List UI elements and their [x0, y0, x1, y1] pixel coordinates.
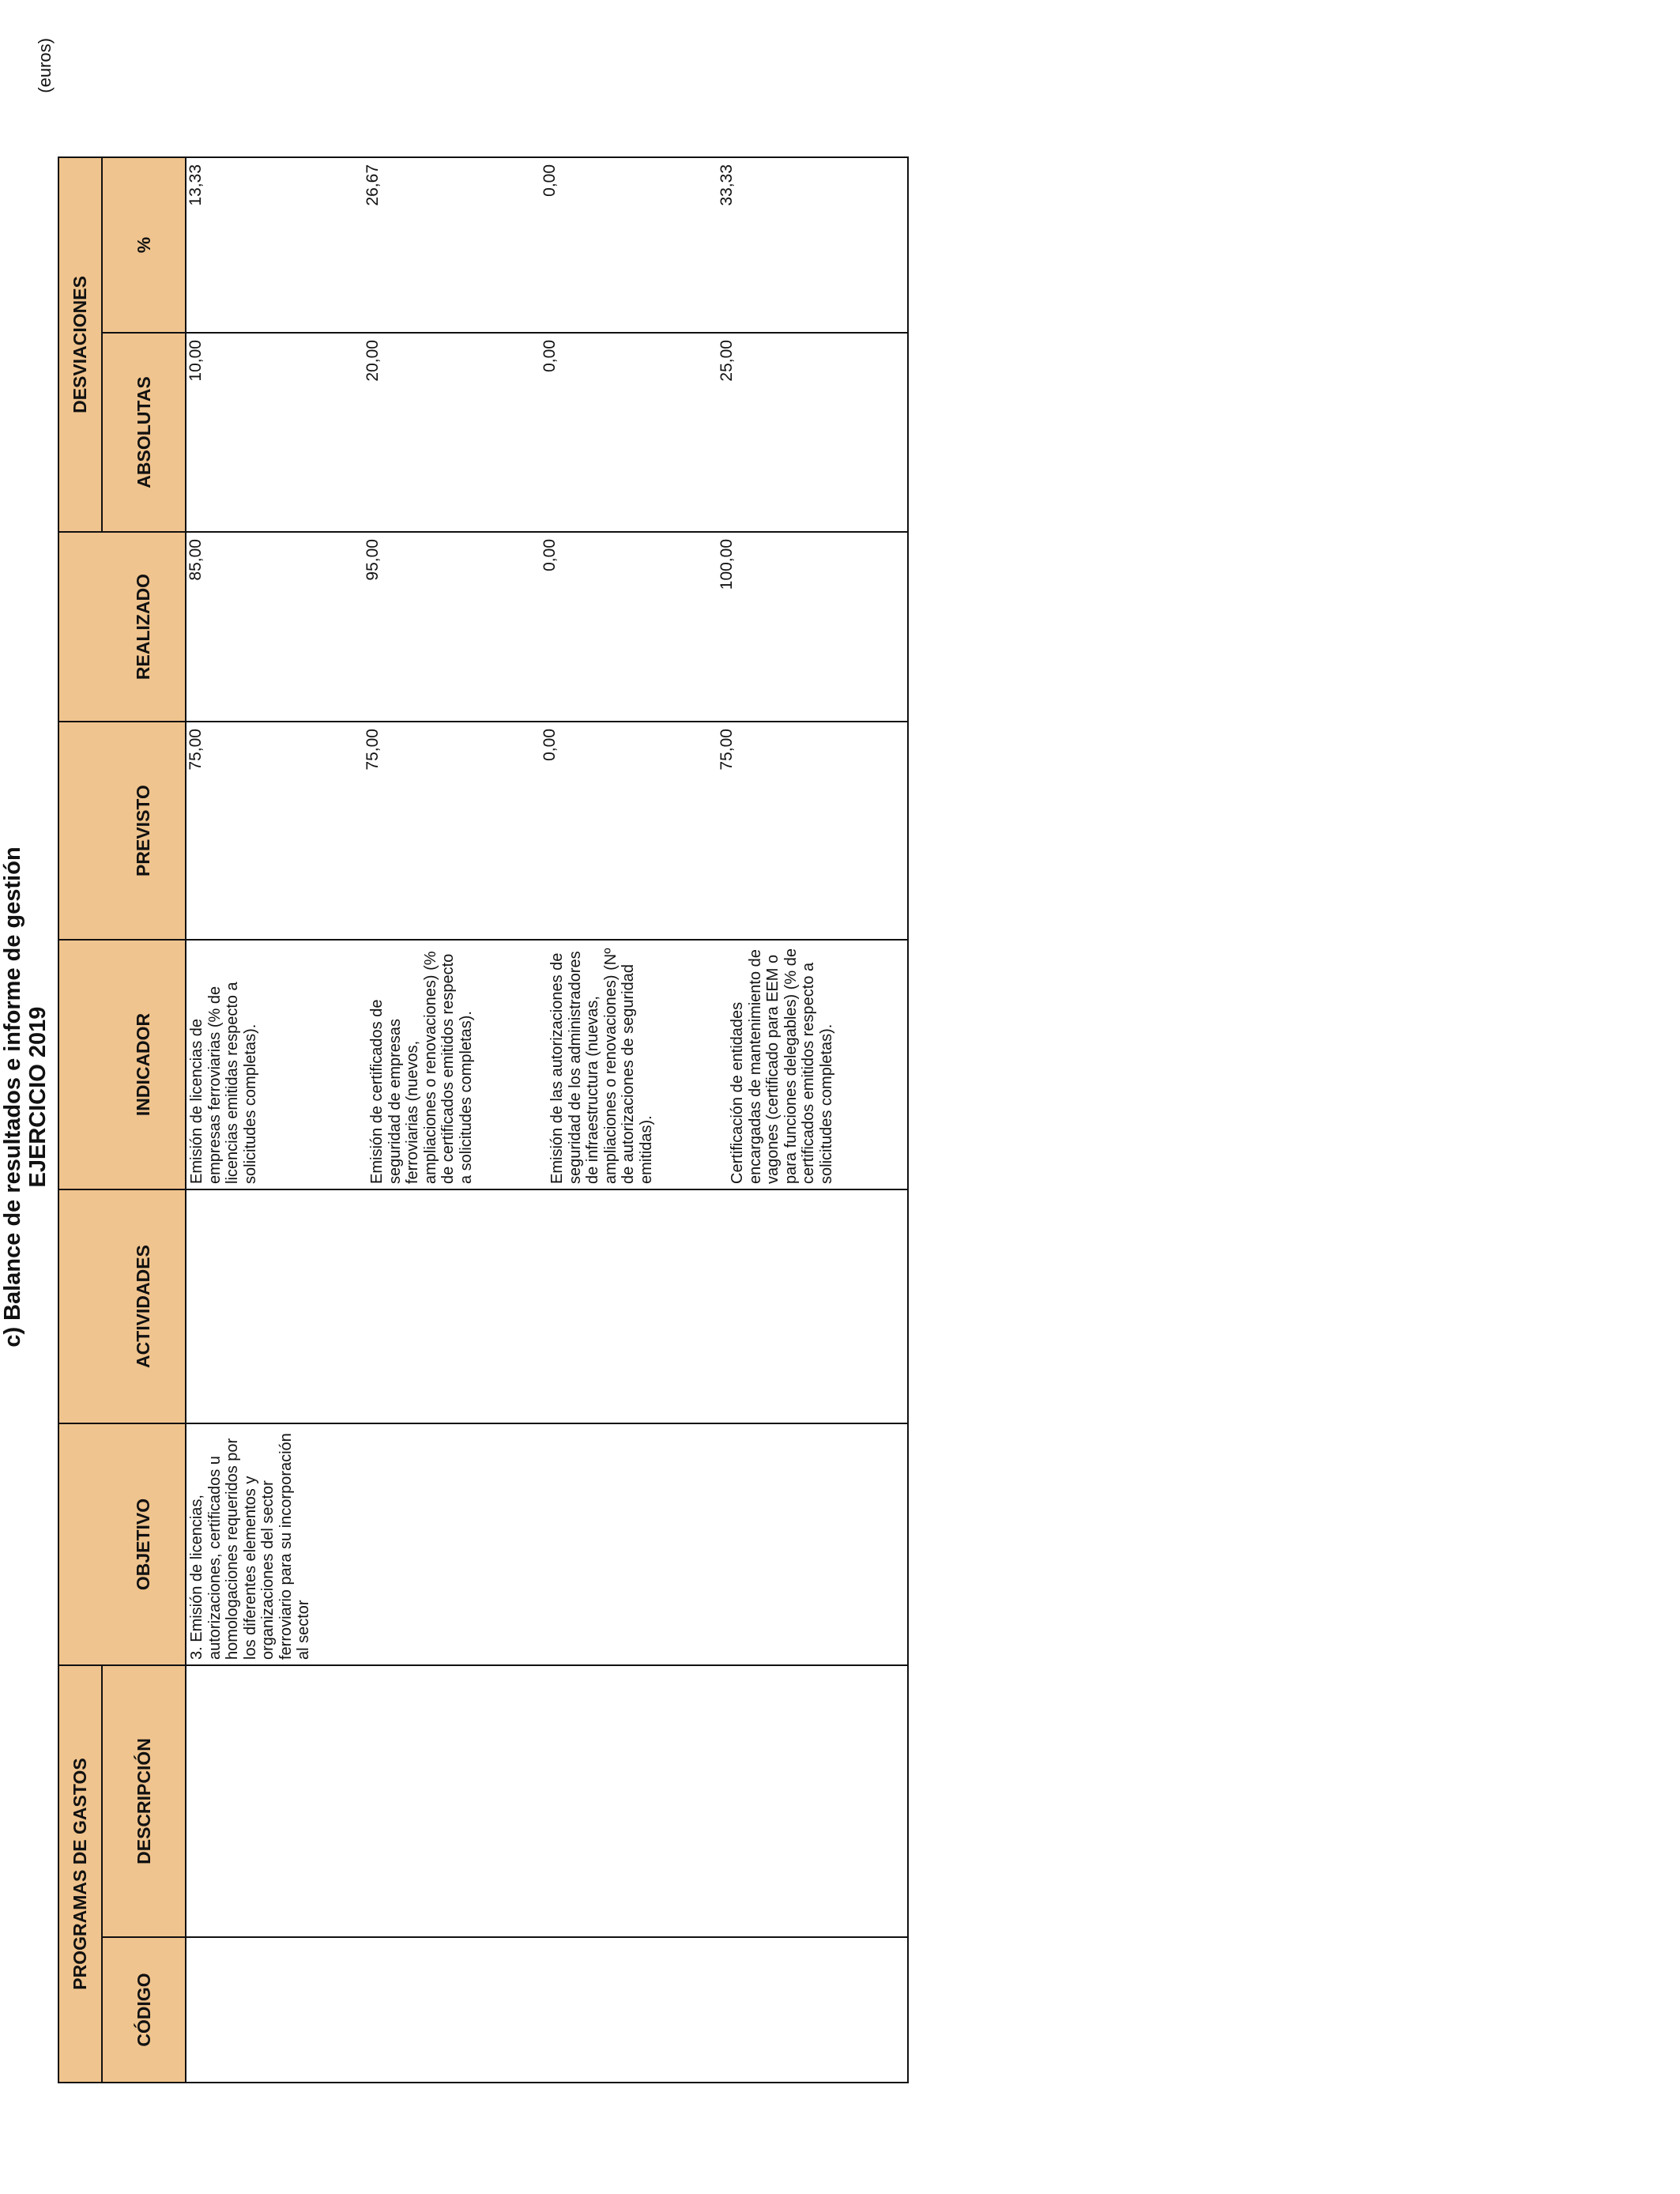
table-row [186, 157, 908, 2083]
previsto-value-4: 75,00 [718, 729, 736, 771]
group-header-blank-realizado [58, 532, 102, 722]
realizado-value-3: 0,00 [541, 539, 559, 571]
col-header-previsto: PREVISTO [102, 722, 186, 940]
porcentaje-value-3: 0,00 [541, 164, 559, 197]
page-title: c) Balance de resultados e informe de gestión [0, 846, 25, 1348]
absolutas-cell [186, 333, 908, 532]
absolutas-value-4: 25,00 [718, 340, 736, 382]
col-header-porcentaje: % [102, 157, 186, 333]
absolutas-value-1: 10,00 [186, 340, 205, 382]
units-label: (euros) [35, 38, 55, 93]
group-header-programas: PROGRAMAS DE GASTOS [58, 1665, 102, 2083]
objetivo-text: 3. Emisión de licencias, autorizaciones, certificados u homologaciones requeridos por los diferentes elementos y organizaciones del sector ferroviario para su incorporación al sector [188, 1433, 312, 1660]
col-header-indicador: INDICADOR [102, 940, 186, 1189]
col-header-absolutas: ABSOLUTAS [102, 333, 186, 532]
group-header-blank-objetivo [58, 1423, 102, 1665]
absolutas-value-2: 20,00 [363, 340, 382, 382]
indicador-cell [186, 940, 908, 1189]
results-table [58, 156, 909, 2083]
realizado-value-2: 95,00 [363, 539, 382, 581]
indicador-text-2: Emisión de certificados de seguridad de empresas ferroviarias (nuevos, ampliaciones o renovaciones) (% de certificados emitidos respecto a solicitudes completas). [368, 951, 475, 1184]
porcentaje-value-4: 33,33 [718, 164, 736, 206]
realizado-cell [186, 532, 908, 722]
indicador-text-4: Certificación de entidades encargadas de mantenimiento de vagones (certificado para EEM o para funciones delegables) (% de certificados emitidos respecto a solicitudes completas). [729, 948, 835, 1184]
previsto-value-2: 75,00 [363, 729, 382, 771]
group-header-blank-indicador [58, 940, 102, 1189]
realizado-value-1: 85,00 [186, 539, 205, 581]
actividades-cell [186, 1189, 908, 1423]
indicador-text-1: Emisión de licencias de empresas ferroviarias (% de licencias emitidas respecto a solicitudes completas). [188, 982, 259, 1184]
col-header-descripcion: DESCRIPCIÓN [102, 1665, 186, 1937]
descripcion-cell [186, 1665, 908, 1937]
porcentaje-value-1: 13,33 [186, 164, 205, 206]
realizado-value-4: 100,00 [718, 539, 736, 590]
group-header-blank-actividades [58, 1189, 102, 1423]
col-header-codigo: CÓDIGO [102, 1937, 186, 2083]
previsto-value-1: 75,00 [186, 729, 205, 771]
porcentaje-value-2: 26,67 [363, 164, 382, 206]
col-header-actividades: ACTIVIDADES [102, 1189, 186, 1423]
objetivo-cell [186, 1423, 908, 1665]
page-subtitle: EJERCICIO 2019 [25, 1006, 51, 1188]
codigo-cell [186, 1937, 908, 2083]
indicador-text-3: Emisión de las autorizaciones de seguridad de los administradores de infraestructura (nuevas, ampliaciones o renovaciones) (Nº de autorizaciones de seguridad emitidas). [548, 948, 655, 1184]
previsto-value-3: 0,00 [541, 729, 559, 761]
absolutas-value-3: 0,00 [541, 340, 559, 372]
previsto-cell [186, 722, 908, 940]
group-header-blank-previsto [58, 722, 102, 940]
col-header-objetivo: OBJETIVO [102, 1423, 186, 1665]
porcentaje-cell [186, 157, 908, 333]
col-header-realizado: REALIZADO [102, 532, 186, 722]
group-header-desviaciones: DESVIACIONES [58, 157, 102, 532]
